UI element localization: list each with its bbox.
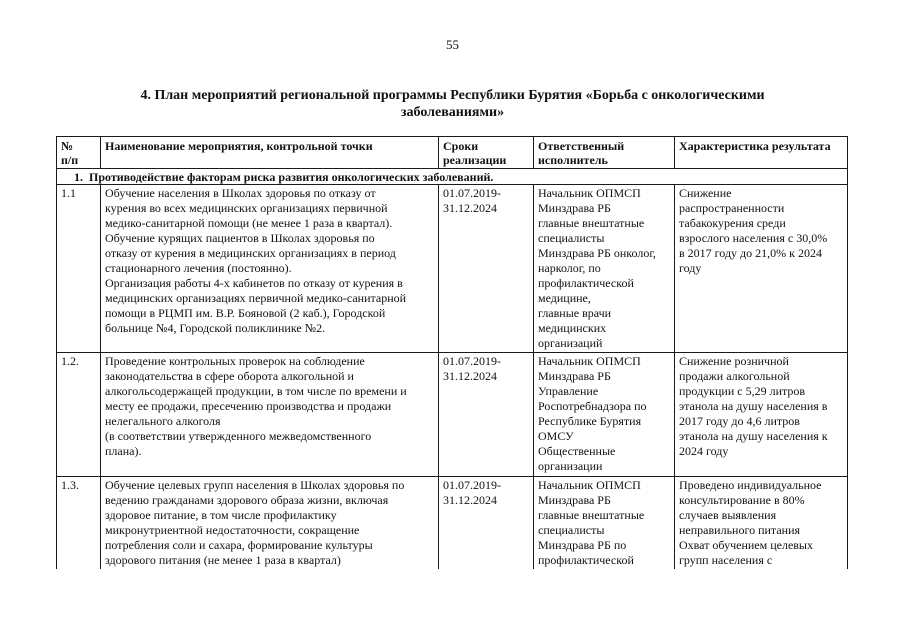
table-header-row [57, 137, 848, 169]
cell-line: медицине, [538, 291, 591, 305]
cell-line: Минздрава РБ [538, 369, 611, 383]
cell-line: плана). [105, 444, 142, 458]
cell-line: 2017 году до 4,6 литров [679, 414, 800, 428]
cell-line: Проведение контрольных проверок на соблюдение [105, 354, 365, 368]
cell-line: Снижение [679, 186, 732, 200]
responsible-cell [534, 185, 675, 353]
document-heading [80, 87, 825, 121]
cell-line: этанола на душу населения к [679, 429, 828, 443]
cell-line: месту ее продажи, пресечению производства и продажи [105, 399, 392, 413]
cell-line: (в соответствии утвержденного межведомственного [105, 429, 372, 443]
cell-line: консультирование в 80% [679, 493, 805, 507]
cell-line: Обучение курящих пациентов в Школах здоровья по [105, 231, 375, 245]
cell-line: медицинских организациях первичной медико-санитарной [105, 291, 407, 305]
cell-line: специалисты [538, 523, 605, 537]
activity-name-cell [101, 477, 439, 570]
cell-line: Минздрава РБ по [538, 538, 627, 552]
cell-line: Минздрава РБ [538, 493, 611, 507]
cell-line: микронутриентной недостаточности, сокращение [105, 523, 360, 537]
section-row [57, 169, 848, 185]
cell-line: ОМСУ [538, 429, 574, 443]
cell-line: групп населения с [679, 553, 773, 567]
cell-line: Начальник ОПМСП [538, 478, 641, 492]
header-line: Ответственный [538, 139, 625, 153]
header-line: Характеристика результата [679, 139, 831, 153]
cell-line: 01.07.2019- [443, 354, 501, 368]
dates-cell [439, 477, 534, 570]
section-title-cell [57, 169, 848, 185]
cell-line: продажи алкогольной [679, 369, 790, 383]
cell-line: Начальник ОПМСП [538, 186, 641, 200]
cell-line: Обучение целевых групп населения в Школах здоровья по [105, 478, 405, 492]
cell-line: Обучение населения в Школах здоровья по отказу от [105, 186, 376, 200]
row-number: 1.3. [57, 477, 101, 570]
cell-line: в 2017 году до 21,0% к 2024 [679, 246, 822, 260]
cell-line: табакокурения среди [679, 216, 786, 230]
result-cell [675, 353, 848, 477]
cell-line: профилактической [538, 276, 634, 290]
cell-line: законодательства в сфере оборота алкогольной и [105, 369, 354, 383]
cell-line: главные внештатные [538, 508, 645, 522]
table-row [57, 477, 848, 570]
cell-line: ведению гражданами здорового образа жизни, включая [105, 493, 389, 507]
header-line: Наименование мероприятия, контрольной точки [105, 139, 373, 153]
cell-line: 31.12.2024 [443, 369, 497, 383]
cell-line: Республике Бурятия [538, 414, 642, 428]
cell-line: неправильного питания [679, 523, 801, 537]
cell-line: 31.12.2024 [443, 201, 497, 215]
heading-line: заболеваниями» [400, 105, 505, 120]
cell-line: специалисты [538, 231, 605, 245]
responsible-cell [534, 477, 675, 570]
cell-line: профилактической [538, 553, 634, 567]
cell-line: Общественные [538, 444, 616, 458]
cell-line: Организация работы 4-х кабинетов по отказу от курения в [105, 276, 403, 290]
cell-line: 2024 году [679, 444, 729, 458]
header-responsible [534, 137, 675, 169]
header-line: реализации [443, 153, 507, 167]
cell-line: этанола на душу населения в [679, 399, 828, 413]
cell-line: здоровое питание, в том числе профилактику [105, 508, 337, 522]
header-line: № [61, 139, 74, 153]
action-plan-table [56, 136, 848, 569]
result-cell [675, 185, 848, 353]
cell-line: 01.07.2019- [443, 186, 501, 200]
table-row [57, 185, 848, 353]
row-number: 1.1 [57, 185, 101, 353]
cell-line: медико-санитарной помощи (не менее 1 раза в квартал). [105, 216, 393, 230]
cell-line: потребления соли и сахара, формирование культуры [105, 538, 373, 552]
activity-name-cell [101, 185, 439, 353]
cell-line: здорового питания (не менее 1 раза в квартал) [105, 553, 341, 567]
header-activity-name [101, 137, 439, 169]
result-cell [675, 477, 848, 570]
header-line: Сроки [443, 139, 479, 153]
header-line: п/п [61, 153, 79, 167]
cell-line: Охват обучением целевых [679, 538, 813, 552]
cell-line: Минздрава РБ [538, 201, 611, 215]
cell-line: нелегального алкоголя [105, 414, 221, 428]
cell-line: медицинских [538, 321, 607, 335]
responsible-cell [534, 353, 675, 477]
cell-line: Проведено индивидуальное [679, 478, 822, 492]
activity-name-cell [101, 353, 439, 477]
header-dates [439, 137, 534, 169]
cell-line: продукции с 5,29 литров [679, 384, 806, 398]
cell-line: нарколог, по [538, 261, 601, 275]
row-number: 1.2. [57, 353, 101, 477]
cell-line: организации [538, 459, 603, 473]
cell-line: главные врачи [538, 306, 612, 320]
section-number: 1. [74, 170, 83, 184]
cell-line: курения во всех медицинских организациях первичной [105, 201, 388, 215]
dates-cell [439, 185, 534, 353]
cell-line: Начальник ОПМСП [538, 354, 641, 368]
cell-line: случаев выявления [679, 508, 777, 522]
cell-line: 31.12.2024 [443, 493, 497, 507]
table-row [57, 353, 848, 477]
cell-line: больнице №4, Городской поликлинике №2. [105, 321, 326, 335]
cell-line: Снижение розничной [679, 354, 789, 368]
cell-line: отказу от курения в медицинских организациях в период [105, 246, 396, 260]
header-line: исполнитель [538, 153, 608, 167]
cell-line: распространенности [679, 201, 785, 215]
section-title: Противодействие факторам риска развития онкологических заболеваний. [89, 170, 494, 184]
cell-line: организаций [538, 336, 603, 350]
heading-line: 4. План мероприятий региональной программы Республики Бурятия «Борьба с онкологическими [140, 88, 765, 103]
dates-cell [439, 353, 534, 477]
cell-line: стационарного лечения (постоянно). [105, 261, 292, 275]
cell-line: взрослого населения с 30,0% [679, 231, 828, 245]
cell-line: алкогольсодержащей продукции, в том числе по времени и [105, 384, 407, 398]
header-number [57, 137, 101, 169]
cell-line: 01.07.2019- [443, 478, 501, 492]
cell-line: Управление [538, 384, 599, 398]
header-result [675, 137, 848, 169]
cell-line: главные внештатные [538, 216, 645, 230]
cell-line: помощи в РЦМП им. В.Р. Бояновой (2 каб.), Городской [105, 306, 386, 320]
cell-line: году [679, 261, 702, 275]
page-number: 55 [446, 37, 459, 52]
cell-line: Роспотребнадзора по [538, 399, 647, 413]
cell-line: Минздрава РБ онколог, [538, 246, 656, 260]
